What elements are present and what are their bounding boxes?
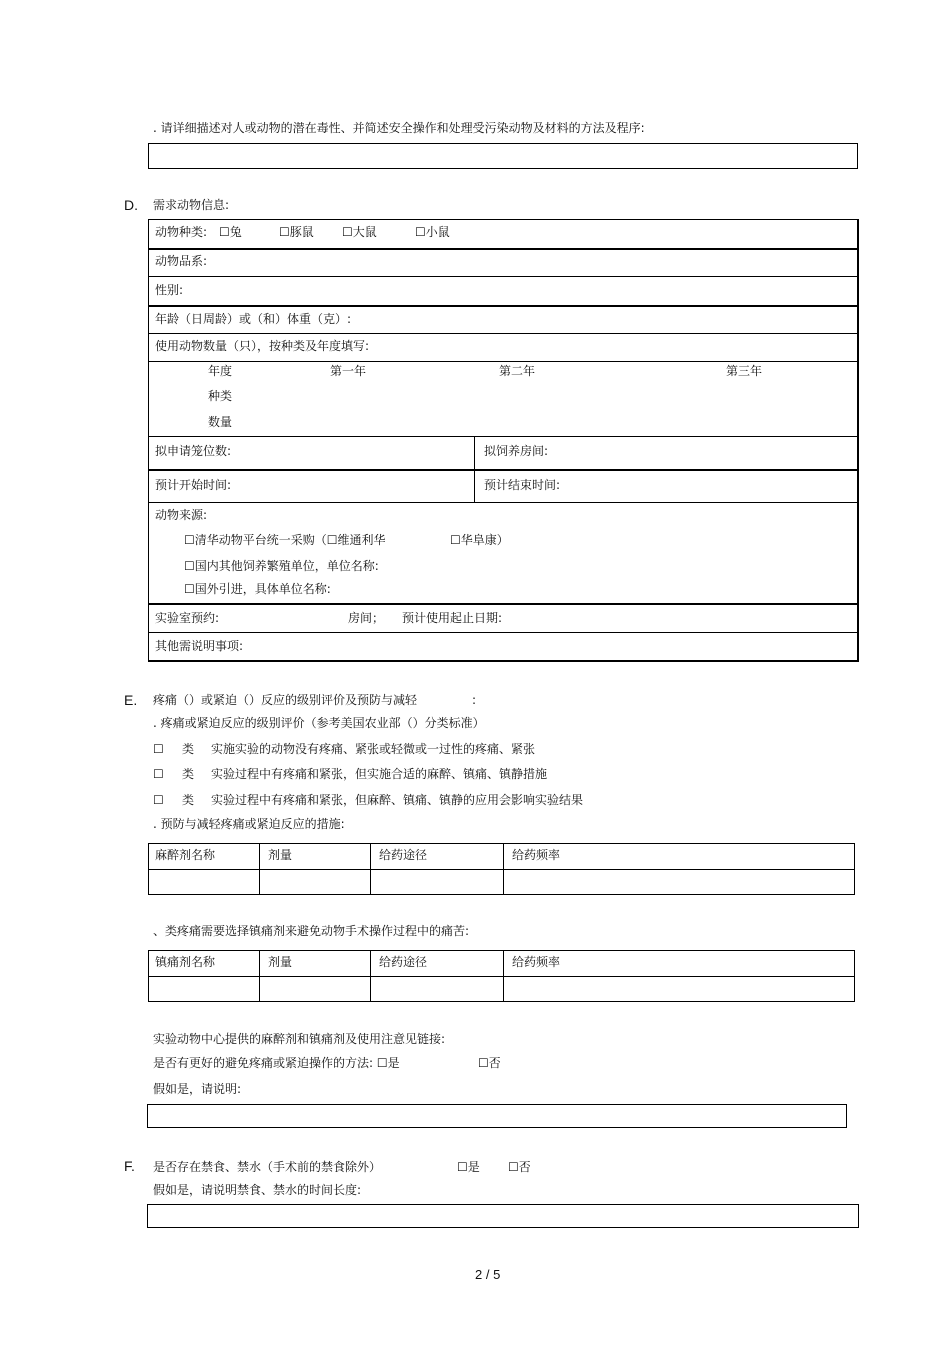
section-d-title: 需求动物信息:	[153, 198, 230, 212]
start-time-field[interactable]: 预计开始时间:	[155, 478, 232, 492]
section-d-letter: D.	[124, 197, 138, 213]
anesthetic-route-cell[interactable]	[371, 870, 503, 894]
analgesic-route-header: 给药途径	[379, 955, 428, 969]
section-e-colon: :	[472, 693, 477, 707]
pain-class-2-desc: 实验过程中有疼痛和紧张，但实施合适的麻醉、镇痛、镇静措施	[211, 767, 548, 781]
pain-class-1-desc: 实施实验的动物没有疼痛、紧张或轻微或一过性的疼痛、紧张	[211, 742, 536, 756]
anesthetic-frequency-header: 给药频率	[512, 848, 561, 862]
anesthetic-route-header: 给药途径	[379, 848, 428, 862]
end-time-field[interactable]: 预计结束时间:	[484, 478, 561, 492]
year-header: 年度	[208, 364, 233, 378]
source-huafukang-option[interactable]: ☐华阜康）	[450, 533, 509, 547]
lab-booking-field[interactable]: 实验室预约:	[155, 611, 220, 625]
species-row-label: 种类	[208, 389, 233, 403]
better-method-explain-field[interactable]	[147, 1104, 847, 1128]
pain-class-2-label: 类	[182, 767, 195, 781]
pain-class-3-checkbox[interactable]: ☐	[153, 793, 164, 807]
fasting-question: 是否存在禁食、禁水（手术前的禁食除外）	[153, 1160, 382, 1174]
drug-info-link-text[interactable]: 实验动物中心提供的麻醉剂和镇痛剂及使用注意见链接:	[153, 1032, 446, 1046]
fasting-yes-checkbox[interactable]: ☐是	[457, 1160, 480, 1174]
fasting-no-checkbox[interactable]: ☐否	[508, 1160, 531, 1174]
analgesic-route-cell[interactable]	[371, 977, 503, 1001]
strain-field[interactable]: 动物品系:	[155, 254, 208, 268]
lab-dates-field[interactable]: 预计使用起止日期:	[402, 611, 503, 625]
quantity-row-label: 数量	[208, 415, 233, 429]
cage-count-field[interactable]: 拟申请笼位数:	[155, 444, 232, 458]
year-3-header: 第三年	[726, 364, 763, 378]
question-toxicity: . 请详细描述对人或动物的潜在毒性、并简述安全操作和处理受污染动物及材料的方法及程序:	[153, 121, 645, 135]
better-method-ifyes-label: 假如是，请说明:	[153, 1082, 242, 1096]
section-f-letter: F.	[124, 1158, 135, 1174]
pain-class-3-desc: 实验过程中有疼痛和紧张，但麻醉、镇痛、镇静的应用会影响实验结果	[211, 793, 584, 807]
pain-grading-subtitle: . 疼痛或紧迫反应的级别评价（参考美国农业部（）分类标准）	[153, 716, 485, 730]
analgesic-note: 、类疼痛需要选择镇痛剂来避免动物手术操作过程中的痛苦:	[153, 924, 470, 938]
lab-room-field[interactable]: 房间；	[348, 611, 385, 625]
pain-class-1-label: 类	[182, 742, 195, 756]
analgesic-dose-header: 剂量	[268, 955, 293, 969]
year-1-header: 第一年	[330, 364, 367, 378]
pain-prevention-subtitle: . 预防与减轻疼痛或紧迫反应的措施:	[153, 817, 345, 831]
checkbox-mouse[interactable]: ☐小鼠	[415, 225, 450, 239]
fasting-duration-label: 假如是，请说明禁食、禁水的时间长度:	[153, 1183, 362, 1197]
analgesic-name-cell[interactable]	[149, 977, 259, 1001]
source-foreign-option[interactable]: ☐国外引进，具体单位名称:	[184, 582, 331, 596]
section-e-letter: E.	[124, 692, 138, 708]
analgesic-frequency-header: 给药频率	[512, 955, 561, 969]
checkbox-rat[interactable]: ☐大鼠	[342, 225, 377, 239]
anesthetic-name-cell[interactable]	[149, 870, 259, 894]
anesthetic-dose-header: 剂量	[268, 848, 293, 862]
better-method-no-checkbox[interactable]: ☐否	[478, 1056, 501, 1070]
anesthetic-name-header: 麻醉剂名称	[155, 848, 216, 862]
animal-count-label: 使用动物数量（只），按种类及年度填写:	[155, 339, 370, 353]
age-weight-field[interactable]: 年龄（日周龄）或（和）体重（克）:	[155, 312, 352, 326]
source-tsinghua-option[interactable]: ☐清华动物平台统一采购（☐维通利华	[184, 533, 386, 547]
anesthetic-frequency-cell[interactable]	[504, 870, 854, 894]
toxicity-answer-field[interactable]	[148, 143, 858, 169]
better-method-question-yes[interactable]: 是否有更好的避免疼痛或紧迫操作的方法: ☐是	[153, 1056, 400, 1070]
analgesic-frequency-cell[interactable]	[504, 977, 854, 1001]
housing-room-field[interactable]: 拟饲养房间:	[484, 444, 549, 458]
pain-class-1-checkbox[interactable]: ☐	[153, 742, 164, 756]
fasting-duration-field[interactable]	[147, 1204, 859, 1228]
anesthetic-dose-cell[interactable]	[260, 870, 370, 894]
section-e-title: 疼痛（）或紧迫（）反应的级别评价及预防与减轻	[153, 693, 418, 707]
species-label: 动物种类:	[155, 225, 208, 239]
animal-source-label: 动物来源:	[155, 508, 208, 522]
checkbox-guinea-pig[interactable]: ☐豚鼠	[279, 225, 314, 239]
pain-class-3-label: 类	[182, 793, 195, 807]
page-number: 2 / 5	[475, 1267, 501, 1282]
analgesic-dose-cell[interactable]	[260, 977, 370, 1001]
analgesic-name-header: 镇痛剂名称	[155, 955, 216, 969]
year-2-header: 第二年	[499, 364, 536, 378]
other-notes-field[interactable]: 其他需说明事项:	[155, 639, 244, 653]
sex-field[interactable]: 性别:	[155, 283, 184, 297]
pain-class-2-checkbox[interactable]: ☐	[153, 767, 164, 781]
checkbox-rabbit[interactable]: ☐兔	[219, 225, 242, 239]
source-domestic-option[interactable]: ☐国内其他饲养繁殖单位，单位名称:	[184, 559, 379, 573]
